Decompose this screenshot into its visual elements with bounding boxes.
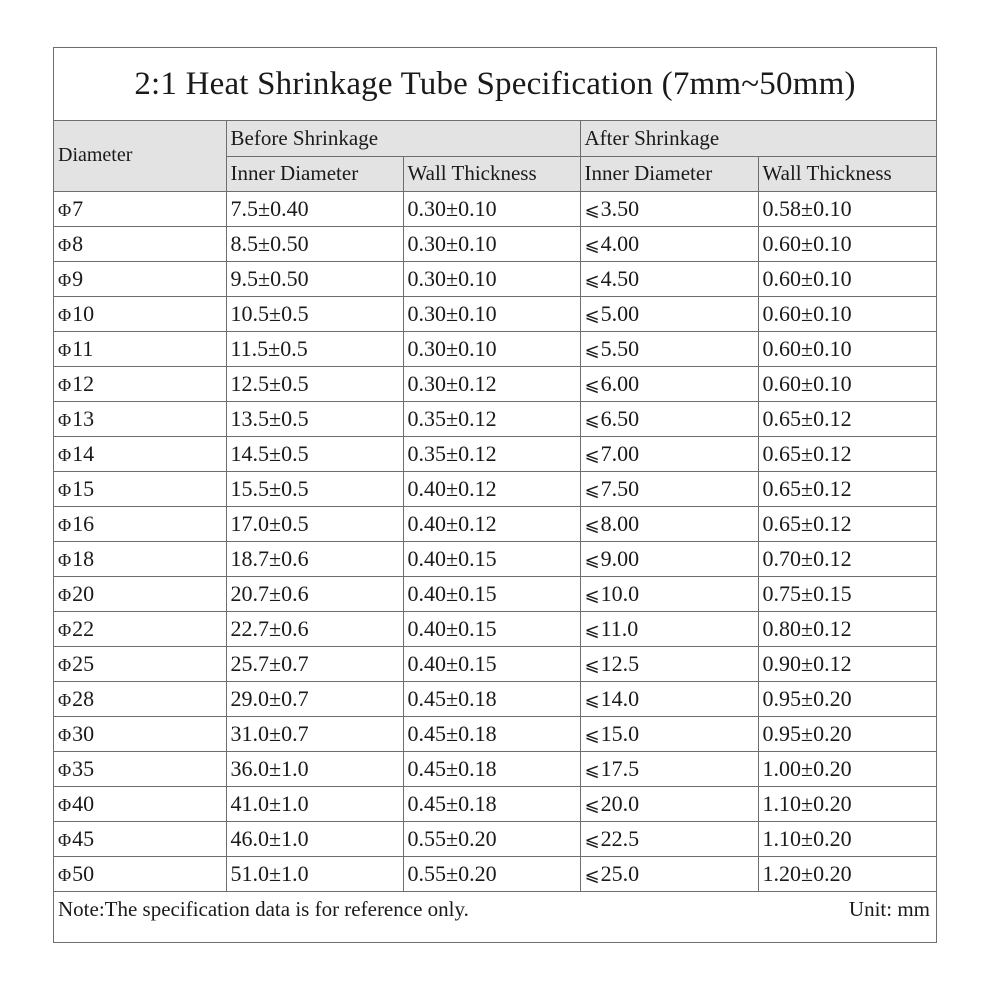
- cell-after-wall-thickness: [758, 191, 936, 226]
- cell-before-wall-thickness: [403, 226, 580, 261]
- cell-diameter: [54, 261, 226, 296]
- after-inner-value: 7.50: [600, 475, 640, 501]
- cell-after-inner-diameter: [580, 436, 758, 471]
- reference-note: Note:The specification data is for reference only.: [58, 896, 469, 921]
- cell-before-wall-thickness: [403, 716, 580, 751]
- table-row: [54, 226, 936, 261]
- phi-symbol: Φ: [58, 304, 72, 325]
- diameter-value: 25: [72, 650, 95, 676]
- cell-before-inner-diameter: [226, 856, 403, 891]
- cell-after-inner-diameter: [580, 681, 758, 716]
- phi-symbol: Φ: [58, 829, 72, 850]
- cell-diameter: [54, 576, 226, 611]
- phi-symbol: Φ: [58, 654, 72, 675]
- header-diameter: Diameter: [54, 121, 226, 191]
- spec-sheet: [53, 47, 937, 943]
- before-wall-value: 0.30±0.12: [407, 370, 497, 396]
- cell-after-inner-diameter: [580, 856, 758, 891]
- cell-after-wall-thickness: [758, 506, 936, 541]
- diameter-value: 7: [72, 195, 84, 221]
- cell-before-inner-diameter: [226, 471, 403, 506]
- after-inner-value: 5.00: [600, 300, 640, 326]
- after-inner-value: 6.50: [600, 405, 640, 431]
- cell-after-wall-thickness: [758, 366, 936, 401]
- after-inner-value: 7.00: [600, 440, 640, 466]
- footer-note-row: [54, 892, 936, 927]
- diameter-value: 35: [72, 755, 95, 781]
- cell-before-wall-thickness: [403, 331, 580, 366]
- cell-diameter: [54, 436, 226, 471]
- phi-symbol: Φ: [58, 759, 72, 780]
- after-wall-value: 0.80±0.12: [762, 615, 852, 641]
- before-wall-value: 0.40±0.12: [407, 510, 497, 536]
- before-inner-value: 10.5±0.5: [230, 300, 309, 326]
- cell-diameter: [54, 366, 226, 401]
- before-inner-value: 36.0±1.0: [230, 755, 309, 781]
- cell-after-wall-thickness: [758, 821, 936, 856]
- after-inner-value: 3.50: [600, 195, 640, 221]
- cell-after-inner-diameter: [580, 821, 758, 856]
- before-inner-value: 13.5±0.5: [230, 405, 309, 431]
- after-wall-value: 0.65±0.12: [762, 510, 852, 536]
- phi-symbol: Φ: [58, 479, 72, 500]
- cell-before-wall-thickness: [403, 296, 580, 331]
- after-inner-value: 5.50: [600, 335, 640, 361]
- header-before-inner-diameter: Inner Diameter: [226, 156, 403, 191]
- cell-diameter: [54, 751, 226, 786]
- cell-after-inner-diameter: [580, 331, 758, 366]
- phi-symbol: Φ: [58, 864, 72, 885]
- cell-after-inner-diameter: [580, 506, 758, 541]
- table-row: [54, 471, 936, 506]
- less-equal-symbol: ⩽: [584, 864, 600, 886]
- diameter-value: 20: [72, 580, 95, 606]
- after-inner-value: 22.5: [600, 825, 640, 851]
- before-inner-value: 25.7±0.7: [230, 650, 309, 676]
- after-wall-value: 0.60±0.10: [762, 265, 852, 291]
- cell-after-inner-diameter: [580, 401, 758, 436]
- before-wall-value: 0.40±0.12: [407, 475, 497, 501]
- header-after-shrinkage: After Shrinkage: [580, 121, 936, 156]
- phi-symbol: Φ: [58, 269, 72, 290]
- after-inner-value: 9.00: [600, 545, 640, 571]
- cell-before-inner-diameter: [226, 751, 403, 786]
- less-equal-symbol: ⩽: [584, 654, 600, 676]
- cell-after-wall-thickness: [758, 226, 936, 261]
- phi-symbol: Φ: [58, 689, 72, 710]
- table-row: [54, 751, 936, 786]
- cell-before-inner-diameter: [226, 541, 403, 576]
- table-row: [54, 331, 936, 366]
- unit-label: Unit: mm: [848, 896, 930, 921]
- cell-diameter: [54, 541, 226, 576]
- before-wall-value: 0.45±0.18: [407, 790, 497, 816]
- header-before-wall-thickness: Wall Thickness: [403, 156, 580, 191]
- less-equal-symbol: ⩽: [584, 374, 600, 396]
- phi-symbol: Φ: [58, 374, 72, 395]
- spec-table: [54, 121, 936, 892]
- after-inner-value: 4.50: [600, 265, 640, 291]
- cell-before-inner-diameter: [226, 331, 403, 366]
- cell-after-wall-thickness: [758, 471, 936, 506]
- cell-diameter: [54, 191, 226, 226]
- table-row: [54, 681, 936, 716]
- cell-after-wall-thickness: [758, 296, 936, 331]
- cell-after-inner-diameter: [580, 261, 758, 296]
- phi-symbol: Φ: [58, 234, 72, 255]
- before-wall-value: 0.30±0.10: [407, 335, 497, 361]
- before-wall-value: 0.40±0.15: [407, 545, 497, 571]
- cell-after-inner-diameter: [580, 716, 758, 751]
- cell-after-inner-diameter: [580, 611, 758, 646]
- before-wall-value: 0.45±0.18: [407, 685, 497, 711]
- before-inner-value: 29.0±0.7: [230, 685, 309, 711]
- less-equal-symbol: ⩽: [584, 269, 600, 291]
- cell-diameter: [54, 471, 226, 506]
- cell-before-inner-diameter: [226, 506, 403, 541]
- less-equal-symbol: ⩽: [584, 549, 600, 571]
- table-row: [54, 436, 936, 471]
- table-row: [54, 541, 936, 576]
- table-header: [54, 121, 936, 191]
- table-row: [54, 401, 936, 436]
- before-wall-value: 0.35±0.12: [407, 440, 497, 466]
- less-equal-symbol: ⩽: [584, 514, 600, 536]
- diameter-value: 15: [72, 475, 95, 501]
- before-inner-value: 31.0±0.7: [230, 720, 309, 746]
- before-wall-value: 0.55±0.20: [407, 825, 497, 851]
- diameter-value: 9: [72, 265, 84, 291]
- before-wall-value: 0.30±0.10: [407, 265, 497, 291]
- cell-before-wall-thickness: [403, 681, 580, 716]
- cell-diameter: [54, 716, 226, 751]
- cell-before-wall-thickness: [403, 576, 580, 611]
- cell-before-inner-diameter: [226, 681, 403, 716]
- diameter-value: 14: [72, 440, 95, 466]
- less-equal-symbol: ⩽: [584, 234, 600, 256]
- before-wall-value: 0.45±0.18: [407, 755, 497, 781]
- after-wall-value: 0.75±0.15: [762, 580, 852, 606]
- after-wall-value: 1.10±0.20: [762, 790, 852, 816]
- less-equal-symbol: ⩽: [584, 724, 600, 746]
- less-equal-symbol: ⩽: [584, 619, 600, 641]
- less-equal-symbol: ⩽: [584, 584, 600, 606]
- before-wall-value: 0.30±0.10: [407, 300, 497, 326]
- cell-after-wall-thickness: [758, 646, 936, 681]
- header-before-shrinkage: Before Shrinkage: [226, 121, 580, 156]
- phi-symbol: Φ: [58, 514, 72, 535]
- diameter-value: 28: [72, 685, 95, 711]
- after-inner-value: 25.0: [600, 860, 640, 886]
- before-inner-value: 18.7±0.6: [230, 545, 309, 571]
- cell-before-wall-thickness: [403, 436, 580, 471]
- phi-symbol: Φ: [58, 409, 72, 430]
- cell-before-wall-thickness: [403, 751, 580, 786]
- cell-after-wall-thickness: [758, 611, 936, 646]
- diameter-value: 8: [72, 230, 84, 256]
- table-row: [54, 506, 936, 541]
- cell-before-wall-thickness: [403, 786, 580, 821]
- cell-after-inner-diameter: [580, 576, 758, 611]
- diameter-value: 12: [72, 370, 95, 396]
- cell-after-inner-diameter: [580, 751, 758, 786]
- table-row: [54, 786, 936, 821]
- diameter-value: 22: [72, 615, 95, 641]
- before-inner-value: 11.5±0.5: [230, 335, 308, 361]
- after-wall-value: 0.60±0.10: [762, 300, 852, 326]
- cell-before-wall-thickness: [403, 401, 580, 436]
- cell-diameter: [54, 226, 226, 261]
- diameter-value: 30: [72, 720, 95, 746]
- cell-after-wall-thickness: [758, 436, 936, 471]
- after-wall-value: 0.58±0.10: [762, 195, 852, 221]
- table-body: [54, 191, 936, 891]
- table-row: [54, 611, 936, 646]
- table-row: [54, 191, 936, 226]
- after-inner-value: 6.00: [600, 370, 640, 396]
- table-row: [54, 821, 936, 856]
- table-row: [54, 646, 936, 681]
- less-equal-symbol: ⩽: [584, 794, 600, 816]
- diameter-value: 11: [72, 335, 94, 361]
- after-wall-value: 1.00±0.20: [762, 755, 852, 781]
- cell-after-wall-thickness: [758, 751, 936, 786]
- cell-before-inner-diameter: [226, 226, 403, 261]
- cell-before-inner-diameter: [226, 261, 403, 296]
- cell-before-inner-diameter: [226, 296, 403, 331]
- cell-before-inner-diameter: [226, 401, 403, 436]
- after-inner-value: 12.5: [600, 650, 640, 676]
- cell-after-inner-diameter: [580, 296, 758, 331]
- cell-after-wall-thickness: [758, 716, 936, 751]
- before-inner-value: 15.5±0.5: [230, 475, 309, 501]
- before-inner-value: 41.0±1.0: [230, 790, 309, 816]
- cell-before-wall-thickness: [403, 821, 580, 856]
- table-row: [54, 366, 936, 401]
- header-after-inner-diameter: Inner Diameter: [580, 156, 758, 191]
- cell-before-wall-thickness: [403, 541, 580, 576]
- cell-before-inner-diameter: [226, 646, 403, 681]
- table-row: [54, 856, 936, 891]
- cell-before-inner-diameter: [226, 786, 403, 821]
- after-wall-value: 0.95±0.20: [762, 685, 852, 711]
- after-wall-value: 0.65±0.12: [762, 405, 852, 431]
- cell-diameter: [54, 296, 226, 331]
- cell-after-inner-diameter: [580, 366, 758, 401]
- after-wall-value: 0.65±0.12: [762, 440, 852, 466]
- cell-before-inner-diameter: [226, 611, 403, 646]
- cell-after-inner-diameter: [580, 541, 758, 576]
- less-equal-symbol: ⩽: [584, 304, 600, 326]
- phi-symbol: Φ: [58, 794, 72, 815]
- cell-after-wall-thickness: [758, 681, 936, 716]
- table-row: [54, 716, 936, 751]
- cell-after-wall-thickness: [758, 576, 936, 611]
- phi-symbol: Φ: [58, 444, 72, 465]
- table-row: [54, 261, 936, 296]
- cell-after-wall-thickness: [758, 401, 936, 436]
- diameter-value: 40: [72, 790, 95, 816]
- cell-diameter: [54, 611, 226, 646]
- after-inner-value: 8.00: [600, 510, 640, 536]
- after-wall-value: 0.65±0.12: [762, 475, 852, 501]
- cell-before-wall-thickness: [403, 261, 580, 296]
- diameter-value: 13: [72, 405, 95, 431]
- before-inner-value: 12.5±0.5: [230, 370, 309, 396]
- before-wall-value: 0.40±0.15: [407, 580, 497, 606]
- after-wall-value: 1.20±0.20: [762, 860, 852, 886]
- after-wall-value: 0.95±0.20: [762, 720, 852, 746]
- after-wall-value: 0.90±0.12: [762, 650, 852, 676]
- phi-symbol: Φ: [58, 199, 72, 220]
- cell-after-inner-diameter: [580, 471, 758, 506]
- before-wall-value: 0.40±0.15: [407, 615, 497, 641]
- cell-after-inner-diameter: [580, 646, 758, 681]
- cell-diameter: [54, 681, 226, 716]
- cell-after-wall-thickness: [758, 261, 936, 296]
- table-row: [54, 296, 936, 331]
- cell-diameter: [54, 331, 226, 366]
- less-equal-symbol: ⩽: [584, 759, 600, 781]
- cell-before-wall-thickness: [403, 856, 580, 891]
- diameter-value: 16: [72, 510, 95, 536]
- cell-after-wall-thickness: [758, 786, 936, 821]
- less-equal-symbol: ⩽: [584, 689, 600, 711]
- diameter-value: 50: [72, 860, 95, 886]
- cell-before-inner-diameter: [226, 576, 403, 611]
- diameter-value: 10: [72, 300, 95, 326]
- before-wall-value: 0.45±0.18: [407, 720, 497, 746]
- after-inner-value: 4.00: [600, 230, 640, 256]
- cell-before-inner-diameter: [226, 436, 403, 471]
- before-inner-value: 17.0±0.5: [230, 510, 309, 536]
- before-wall-value: 0.35±0.12: [407, 405, 497, 431]
- after-inner-value: 17.5: [600, 755, 640, 781]
- phi-symbol: Φ: [58, 584, 72, 605]
- before-inner-value: 7.5±0.40: [230, 195, 309, 221]
- cell-before-inner-diameter: [226, 191, 403, 226]
- after-inner-value: 14.0: [600, 685, 640, 711]
- before-inner-value: 22.7±0.6: [230, 615, 309, 641]
- cell-before-inner-diameter: [226, 716, 403, 751]
- cell-before-inner-diameter: [226, 366, 403, 401]
- cell-diameter: [54, 856, 226, 891]
- page-title: 2:1 Heat Shrinkage Tube Specification (7mm~50mm): [54, 48, 936, 121]
- after-wall-value: 0.60±0.10: [762, 370, 852, 396]
- after-wall-value: 1.10±0.20: [762, 825, 852, 851]
- after-wall-value: 0.60±0.10: [762, 335, 852, 361]
- before-wall-value: 0.30±0.10: [407, 230, 497, 256]
- diameter-value: 18: [72, 545, 95, 571]
- before-wall-value: 0.30±0.10: [407, 195, 497, 221]
- cell-after-inner-diameter: [580, 226, 758, 261]
- cell-diameter: [54, 506, 226, 541]
- less-equal-symbol: ⩽: [584, 199, 600, 221]
- before-inner-value: 14.5±0.5: [230, 440, 309, 466]
- cell-before-wall-thickness: [403, 471, 580, 506]
- phi-symbol: Φ: [58, 724, 72, 745]
- cell-before-wall-thickness: [403, 506, 580, 541]
- cell-before-wall-thickness: [403, 191, 580, 226]
- less-equal-symbol: ⩽: [584, 339, 600, 361]
- phi-symbol: Φ: [58, 549, 72, 570]
- before-wall-value: 0.55±0.20: [407, 860, 497, 886]
- cell-diameter: [54, 401, 226, 436]
- before-inner-value: 9.5±0.50: [230, 265, 309, 291]
- before-inner-value: 51.0±1.0: [230, 860, 309, 886]
- diameter-value: 45: [72, 825, 95, 851]
- phi-symbol: Φ: [58, 339, 72, 360]
- cell-before-wall-thickness: [403, 611, 580, 646]
- less-equal-symbol: ⩽: [584, 829, 600, 851]
- cell-after-wall-thickness: [758, 541, 936, 576]
- after-inner-value: 15.0: [600, 720, 640, 746]
- cell-diameter: [54, 646, 226, 681]
- after-inner-value: 11.0: [600, 615, 639, 641]
- after-inner-value: 10.0: [600, 580, 640, 606]
- cell-after-inner-diameter: [580, 786, 758, 821]
- after-wall-value: 0.60±0.10: [762, 230, 852, 256]
- before-inner-value: 20.7±0.6: [230, 580, 309, 606]
- before-inner-value: 46.0±1.0: [230, 825, 309, 851]
- after-wall-value: 0.70±0.12: [762, 545, 852, 571]
- less-equal-symbol: ⩽: [584, 444, 600, 466]
- cell-before-wall-thickness: [403, 646, 580, 681]
- phi-symbol: Φ: [58, 619, 72, 640]
- before-inner-value: 8.5±0.50: [230, 230, 309, 256]
- table-row: [54, 576, 936, 611]
- after-inner-value: 20.0: [600, 790, 640, 816]
- less-equal-symbol: ⩽: [584, 479, 600, 501]
- cell-after-inner-diameter: [580, 191, 758, 226]
- header-row-top: [54, 121, 936, 156]
- header-after-wall-thickness: Wall Thickness: [758, 156, 936, 191]
- cell-before-inner-diameter: [226, 821, 403, 856]
- before-wall-value: 0.40±0.15: [407, 650, 497, 676]
- less-equal-symbol: ⩽: [584, 409, 600, 431]
- cell-before-wall-thickness: [403, 366, 580, 401]
- cell-diameter: [54, 821, 226, 856]
- cell-diameter: [54, 786, 226, 821]
- cell-after-wall-thickness: [758, 331, 936, 366]
- cell-after-wall-thickness: [758, 856, 936, 891]
